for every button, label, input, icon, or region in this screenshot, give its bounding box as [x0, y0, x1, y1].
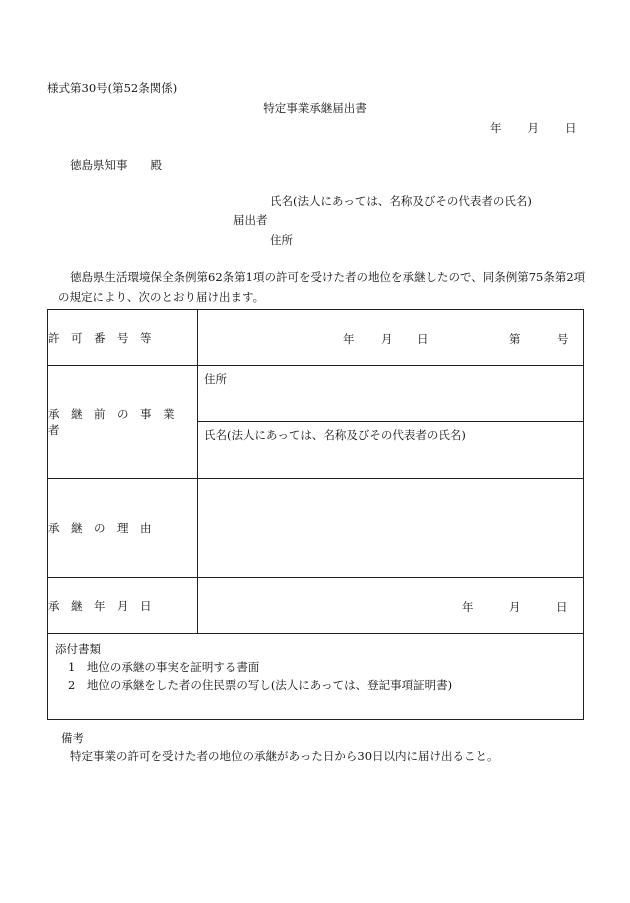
remarks-text: 特定事業の許可を受けた者の地位の承継があった日から30日以内に届け出ること。: [70, 749, 499, 763]
attachment-item: 2 地位の承継をした者の住民票の写し(法人にあっては、登記事項証明書): [68, 678, 453, 692]
notification-table: [47, 309, 584, 720]
permit-year: 年: [343, 332, 355, 346]
permit-label: 許 可 番 号 等: [48, 310, 198, 366]
predecessor-name-label: 氏名(法人にあっては、名称及びその代表者の氏名): [204, 428, 466, 442]
succession-date-row: [48, 578, 584, 634]
permit-row: [48, 310, 584, 366]
form-number: 様式第30号(第52条関係): [47, 81, 178, 95]
body-text-line1: 徳島県生活環境保全条例第62条第1項の許可を受けた者の地位を承継したので、同条例第75条第2項: [70, 270, 586, 284]
permit-value-cell[interactable]: [198, 310, 584, 366]
submitter-address-label: 住所: [270, 233, 293, 247]
attachment-item: 1 地位の承継の事実を証明する書面: [68, 660, 260, 674]
document-title: 特定事業承継届出書: [263, 101, 367, 115]
predecessor-row: [48, 366, 584, 422]
submitter-name-label: 氏名(法人にあっては、名称及びその代表者の氏名): [270, 194, 532, 208]
date-day: 日: [565, 121, 577, 135]
permit-dai: 第: [509, 332, 521, 346]
attachments-cell: [48, 634, 584, 720]
submitter-role-label: 届出者: [233, 213, 268, 227]
submission-date: [490, 120, 577, 136]
permit-month: 月: [381, 332, 393, 346]
succession-date-label: 承 継 年 月 日: [48, 578, 198, 634]
reason-cell[interactable]: [198, 479, 584, 578]
attachments-title: 添付書類: [55, 642, 101, 656]
reason-row: [48, 479, 584, 578]
attachments-row: [48, 634, 584, 720]
body-text-line2: の規定により、次のとおり届け出ます。: [58, 290, 265, 304]
succession-date-cell[interactable]: [198, 578, 584, 634]
reason-label: 承 継 の 理 由: [48, 479, 198, 578]
predecessor-address-label: 住所: [204, 372, 227, 386]
succession-year: 年: [462, 600, 474, 614]
permit-day: 日: [417, 332, 429, 346]
predecessor-name-cell[interactable]: [198, 422, 584, 479]
remarks-title: 備考: [61, 731, 84, 745]
predecessor-label: 承 継 前 の 事 業 者: [48, 366, 198, 479]
date-month: 月: [527, 121, 539, 135]
permit-go: 号: [557, 332, 569, 346]
date-year: 年: [490, 121, 502, 135]
succession-month: 月: [509, 600, 521, 614]
addressee: 徳島県知事 殿: [70, 158, 162, 172]
predecessor-address-cell[interactable]: [198, 366, 584, 422]
succession-day: 日: [556, 600, 568, 614]
